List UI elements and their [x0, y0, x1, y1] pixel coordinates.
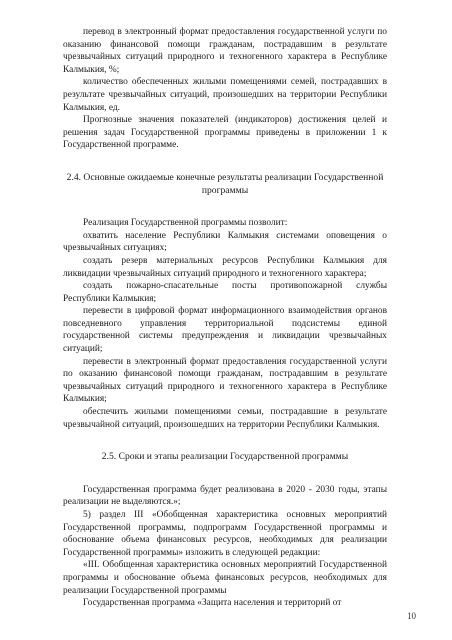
paragraph: охватить население Республики Калмыкия системами оповещения о чрезвычайных ситуациях;: [63, 230, 387, 254]
paragraph: Реализация Государственной программы позволит:: [83, 218, 288, 229]
paragraph: обеспечить жилыми помещениями семьи, пострадавшие в результате чрезвычайной ситуаций, произошедших на территории Республики Калмыкия.: [63, 407, 387, 430]
spacer: [63, 431, 387, 451]
paragraph: перевести в цифровой формат информационного взаимодействия органов повседневного управления территориальной подсистемы единой государственной системы предупреждения и ликвидации чрезвычайных ситуаций;: [63, 306, 387, 355]
paragraph: создать резерв материальных ресурсов Республики Калмыкия для ликвидации чрезвычайных ситуаций природного и техногенного характера;: [63, 255, 387, 279]
paragraph: Государственная программа будет реализована в 2020 - 2030 годы, этапы реализации не выделяются.»;: [63, 484, 387, 508]
page-number: 10: [407, 611, 416, 621]
paragraph: количество обеспеченных жилыми помещениями семей, пострадавших в результате чрезвычайных ситуаций, произошедших на территории Республики Калмыкия, ед.: [63, 77, 387, 113]
section-heading-2-4: 2.4. Основные ожидаемые конечные результаты реализации Государственной программы: [66, 171, 384, 196]
paragraph: перевод в электронный формат предоставления государственной услуги по оказанию финансовой помощи гражданам, пострадавшим в результате чрезвычайных ситуаций природного и техногенного характера в Республике Калмыкия, %;: [63, 27, 387, 75]
paragraph: создать пожарно-спасательные посты противопожарной службы Республики Калмыкия;: [63, 281, 387, 304]
spacer: [63, 152, 387, 172]
paragraph: Прогнозные значения показателей (индикаторов) достижения целей и решения задач Государственной программы приведены в приложении 1 к Государственной программе.: [63, 115, 387, 151]
paragraph: Государственная программа «Защита населения и территорий от: [83, 598, 342, 609]
paragraph: 5) раздел III «Обобщенная характеристика основных мероприятий Государственной программы, подпрограмм Государственной программы и обоснование объема финансовых ресурсов, необходимых для реализации Государственной программы» изложить в следующей редакции:: [63, 510, 387, 558]
paragraph: «III. Обобщенная характеристика основных мероприятий Государственной программы и обоснование объема финансовых ресурсов, необходимых для реализации Государственной программы: [63, 560, 387, 596]
spacer: [63, 197, 387, 217]
document-body: [63, 26, 387, 610]
section-heading-2-5: 2.5. Сроки и этапы реализации Государственной программы: [101, 451, 349, 463]
spacer: [63, 464, 387, 484]
paragraph: перевести в электронный формат предоставления государственной услуги по оказанию финансовой помощи гражданам, пострадавшим в результате чрезвычайных ситуаций природного и техногенного характера в Республике Калмыкия;: [63, 356, 387, 405]
